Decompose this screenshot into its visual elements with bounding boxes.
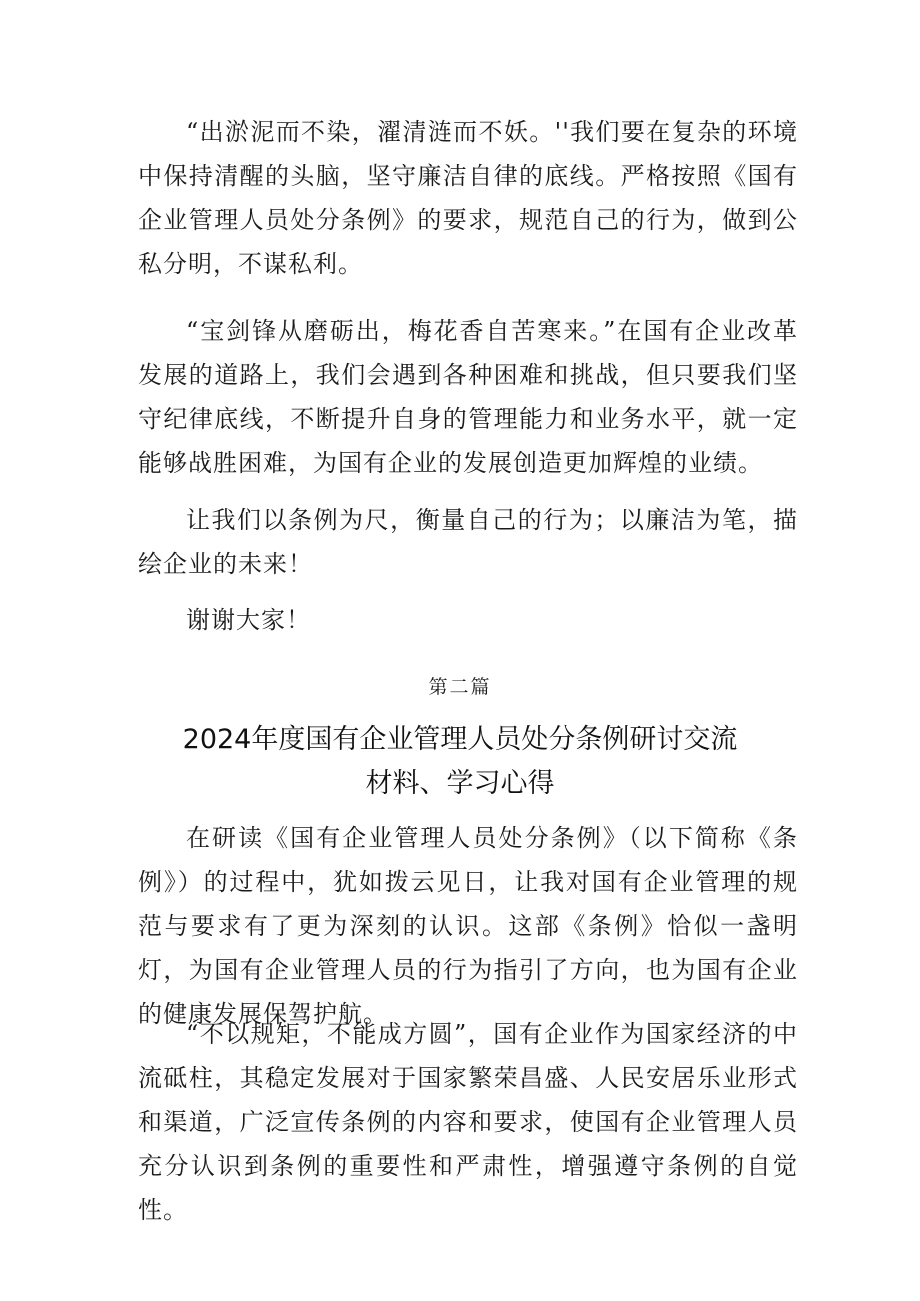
title-line-1: 2024年度国有企业管理人员处分条例研讨交流: [182, 724, 738, 755]
document-title: [160, 718, 760, 806]
paragraph-reading-regulation: 在研读《国有企业管理人员处分条例》（以下简称《条例》）的过程中，犹如拨云见日，让我对国有企业管理的规范与要求有了更为深刻的认识。这部《条例》恰似一盏明灯，为国有企业管理人员的行为指引了方向，也为国有企业的健康发展保驾护航。: [138, 824, 798, 1028]
paragraph-rules-quote: “不以规矩，不能成方圆”，国有企业作为国家经济的中流砥柱，其稳定发展对于国家繁荣昌盛、人民安居乐业形式和渠道，广泛宣传条例的内容和要求，使国有企业管理人员充分认识到条例的重要性和严肃性，增强遵守条例的自觉性。: [138, 1020, 798, 1224]
paragraph-thanks: 谢谢大家！: [186, 606, 311, 634]
paragraph-sword-quote: “宝剑锋从磨砺出，梅花香自苦寒来。”在国有企业改革发展的道路上，我们会遇到各种困难和挑战，但只要我们坚守纪律底线，不断提升自身的管理能力和业务水平，就一定能够战胜困难，为国有企业的发展创造更加辉煌的业绩。: [138, 317, 798, 477]
title-line-2: 材料、学习心得: [365, 768, 555, 799]
section-label: 第二篇: [428, 676, 492, 698]
paragraph-closing-call: 让我们以条例为尺，衡量自己的行为；以廉洁为笔，描绘企业的未来！: [138, 506, 798, 578]
paragraph-lotus-quote: “出淤泥而不染，濯清涟而不妖。''我们要在复杂的环境中保持清醒的头脑，坚守廉洁自律的底线。严格按照《国有企业管理人员处分条例》的要求，规范自己的行为，做到公私分明，不谋私利。: [138, 118, 798, 278]
